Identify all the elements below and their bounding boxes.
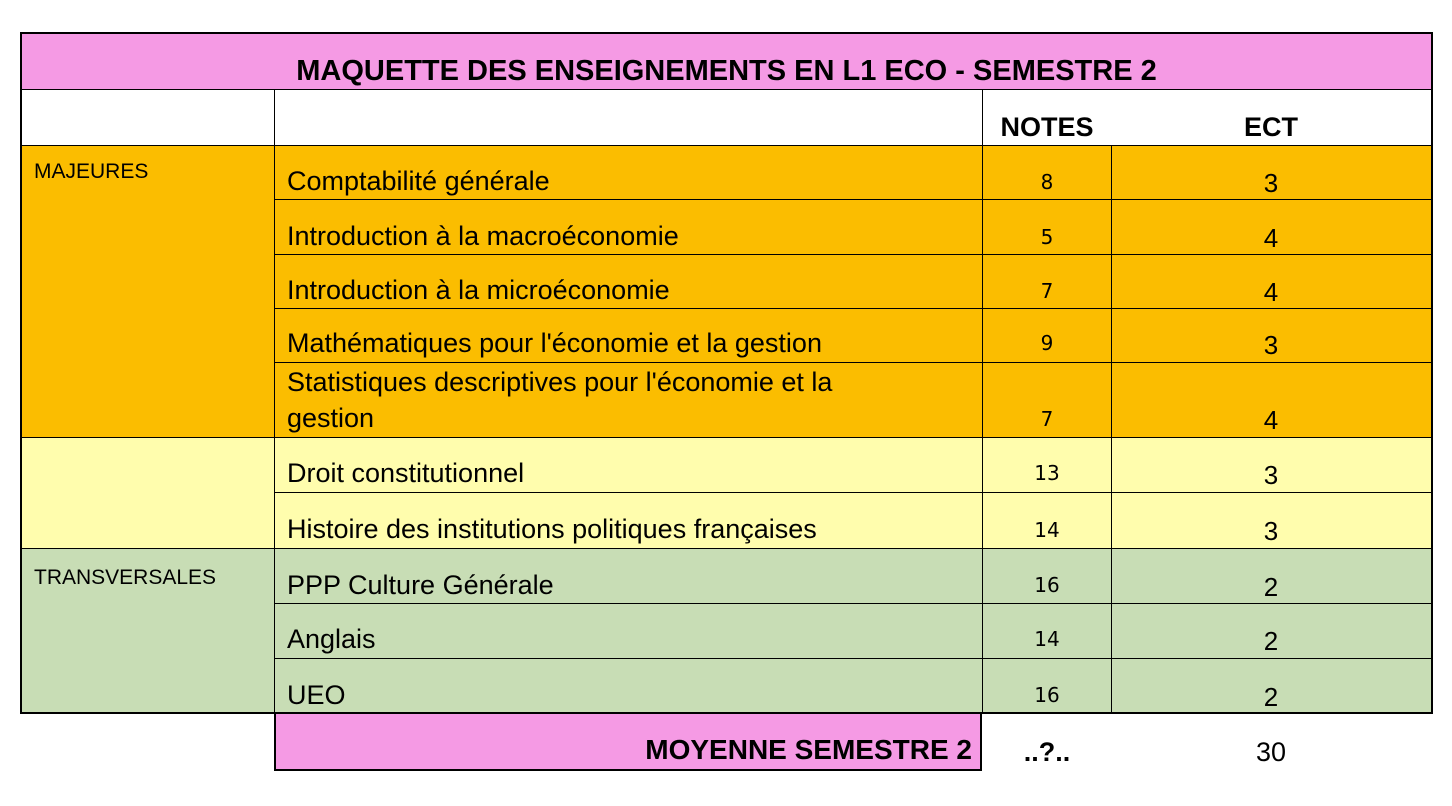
note-droit-constitutionnel: 13 [1034, 461, 1060, 485]
subject-ueo: UEO [287, 680, 346, 710]
grid-line [274, 658, 1433, 659]
grid-line [274, 254, 1433, 255]
subject-histoire-institutions: Histoire des institutions politiques françaises [287, 514, 817, 544]
grid-line [274, 308, 1433, 309]
note-histoire-institutions: 14 [1034, 518, 1060, 542]
footer-average: ..?.. [1023, 737, 1071, 767]
ects-macroeconomie: 4 [1263, 223, 1279, 253]
note-ueo: 16 [1034, 683, 1060, 707]
footer-total-ects: 30 [1255, 737, 1287, 767]
note-microeconomie: 7 [1040, 279, 1054, 303]
grid-line [274, 199, 1433, 200]
category-majeures: MAJEURES [34, 160, 149, 183]
ects-comptabilite: 3 [1263, 168, 1279, 198]
subject-statistiques-line1: Statistiques descriptives pour l'économie et la [287, 367, 833, 397]
category-transversales: TRANSVERSALES [34, 566, 217, 589]
grid-line [20, 548, 1433, 549]
ects-droit-constitutionnel: 3 [1263, 460, 1279, 490]
grid-line [274, 492, 1433, 493]
note-anglais: 14 [1034, 627, 1060, 651]
subject-macroeconomie: Introduction à la macroéconomie [287, 221, 679, 251]
subject-statistiques-line2: gestion [287, 403, 375, 433]
ects-histoire-institutions: 3 [1263, 516, 1279, 546]
ects-ueo: 2 [1263, 682, 1279, 712]
ects-statistiques: 4 [1263, 405, 1279, 435]
footer-label-box [274, 714, 982, 771]
note-mathematiques: 9 [1040, 331, 1054, 355]
ects-anglais: 2 [1263, 626, 1279, 656]
subject-mathematiques: Mathématiques pour l'économie et la gestion [287, 328, 822, 358]
note-statistiques: 7 [1040, 407, 1054, 431]
note-ppp-culture: 16 [1034, 573, 1060, 597]
subject-droit-constitutionnel: Droit constitutionnel [287, 458, 525, 488]
note-macroeconomie: 5 [1040, 225, 1054, 249]
subject-anglais: Anglais [287, 624, 376, 654]
header-notes: NOTES [1000, 112, 1094, 142]
ects-microeconomie: 4 [1263, 277, 1279, 307]
header-ects: ECT [1244, 112, 1298, 142]
subject-microeconomie: Introduction à la microéconomie [287, 275, 670, 305]
note-comptabilite: 8 [1040, 170, 1054, 194]
ects-ppp-culture: 2 [1263, 572, 1279, 602]
grid-line [20, 437, 1433, 438]
subject-ppp-culture: PPP Culture Générale [287, 570, 554, 600]
grid-line [20, 145, 1433, 146]
grid-line [274, 603, 1433, 604]
grid-line [274, 90, 275, 714]
footer-label: MOYENNE SEMESTRE 2 [645, 734, 972, 765]
ects-mathematiques: 3 [1263, 330, 1279, 360]
grid-line [274, 362, 1433, 363]
subject-comptabilite: Comptabilité générale [287, 166, 550, 196]
table-title: MAQUETTE DES ENSEIGNEMENTS EN L1 ECO - SEMESTRE 2 [20, 32, 1433, 90]
